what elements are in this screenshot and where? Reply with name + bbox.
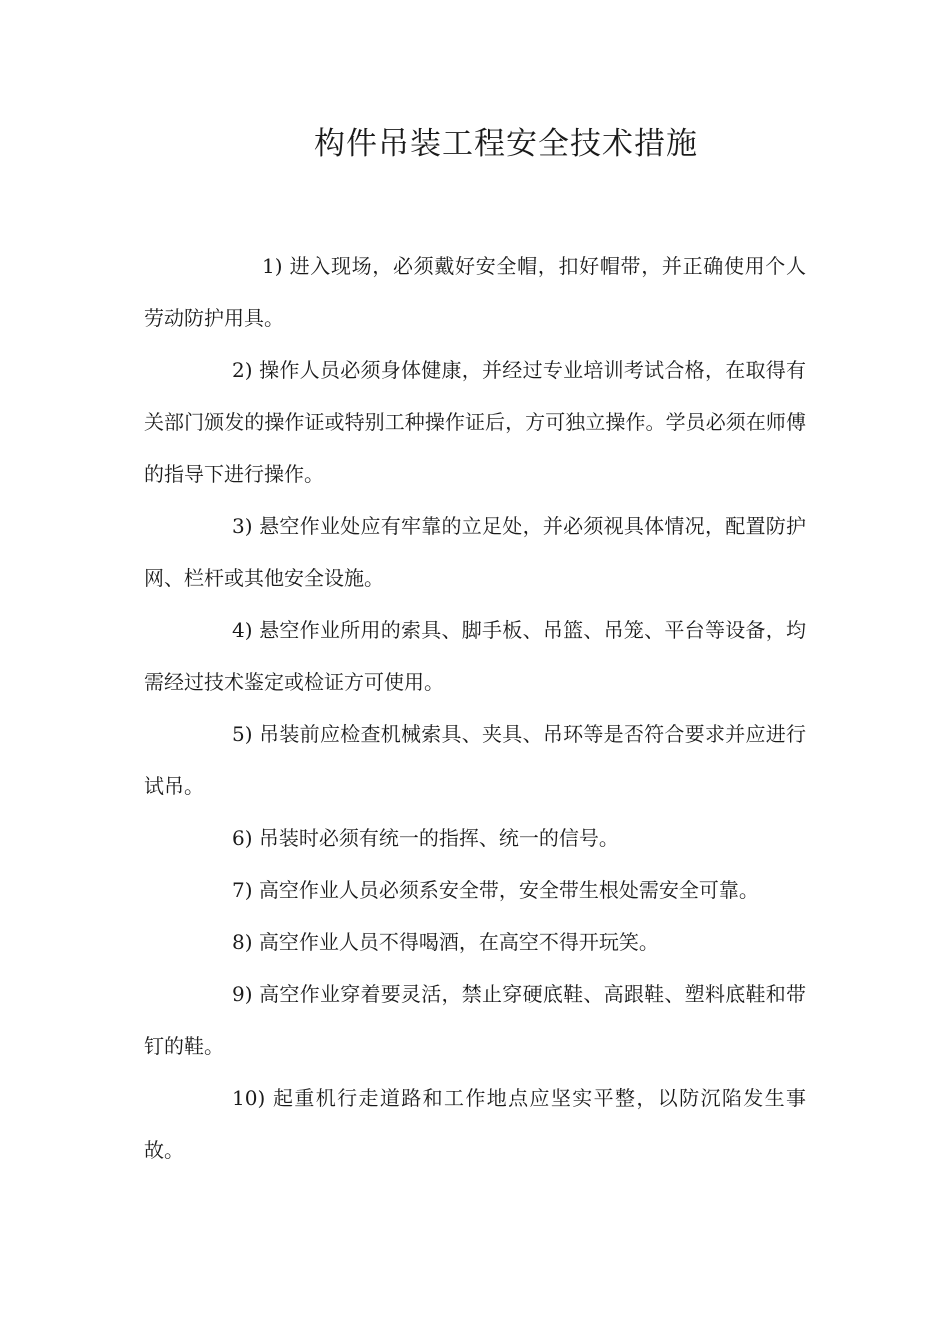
paragraph-9: 9) 高空作业穿着要灵活，禁止穿硬底鞋、高跟鞋、塑料底鞋和带钉的鞋。 bbox=[144, 982, 806, 1058]
paragraph-8: 8) 高空作业人员不得喝酒，在高空不得开玩笑。 bbox=[232, 930, 659, 954]
document-body bbox=[144, 240, 806, 1176]
paragraph-6: 6) 吊装时必须有统一的指挥、统一的信号。 bbox=[232, 826, 619, 850]
paragraph-4: 4) 悬空作业所用的索具、脚手板、吊篮、吊笼、平台等设备，均需经过技术鉴定或检证方可使用。 bbox=[144, 618, 806, 694]
paragraph-5: 5) 吊装前应检查机械索具、夹具、吊环等是否符合要求并应进行试吊。 bbox=[144, 722, 806, 798]
paragraph-7: 7) 高空作业人员必须系安全带，安全带生根处需安全可靠。 bbox=[232, 878, 759, 902]
paragraph-2: 2) 操作人员必须身体健康，并经过专业培训考试合格，在取得有关部门颁发的操作证或特别工种操作证后，方可独立操作。学员必须在师傅的指导下进行操作。 bbox=[144, 358, 806, 486]
document-title: 构件吊装工程安全技术措施 bbox=[314, 126, 698, 162]
paragraph-3: 3) 悬空作业处应有牢靠的立足处，并必须视具体情况，配置防护网、栏杆或其他安全设施。 bbox=[144, 514, 806, 590]
paragraph-1: 1) 进入现场，必须戴好安全帽，扣好帽带，并正确使用个人劳动防护用具。 bbox=[144, 254, 806, 330]
paragraph-10: 10) 起重机行走道路和工作地点应坚实平整，以防沉陷发生事故。 bbox=[144, 1086, 806, 1162]
